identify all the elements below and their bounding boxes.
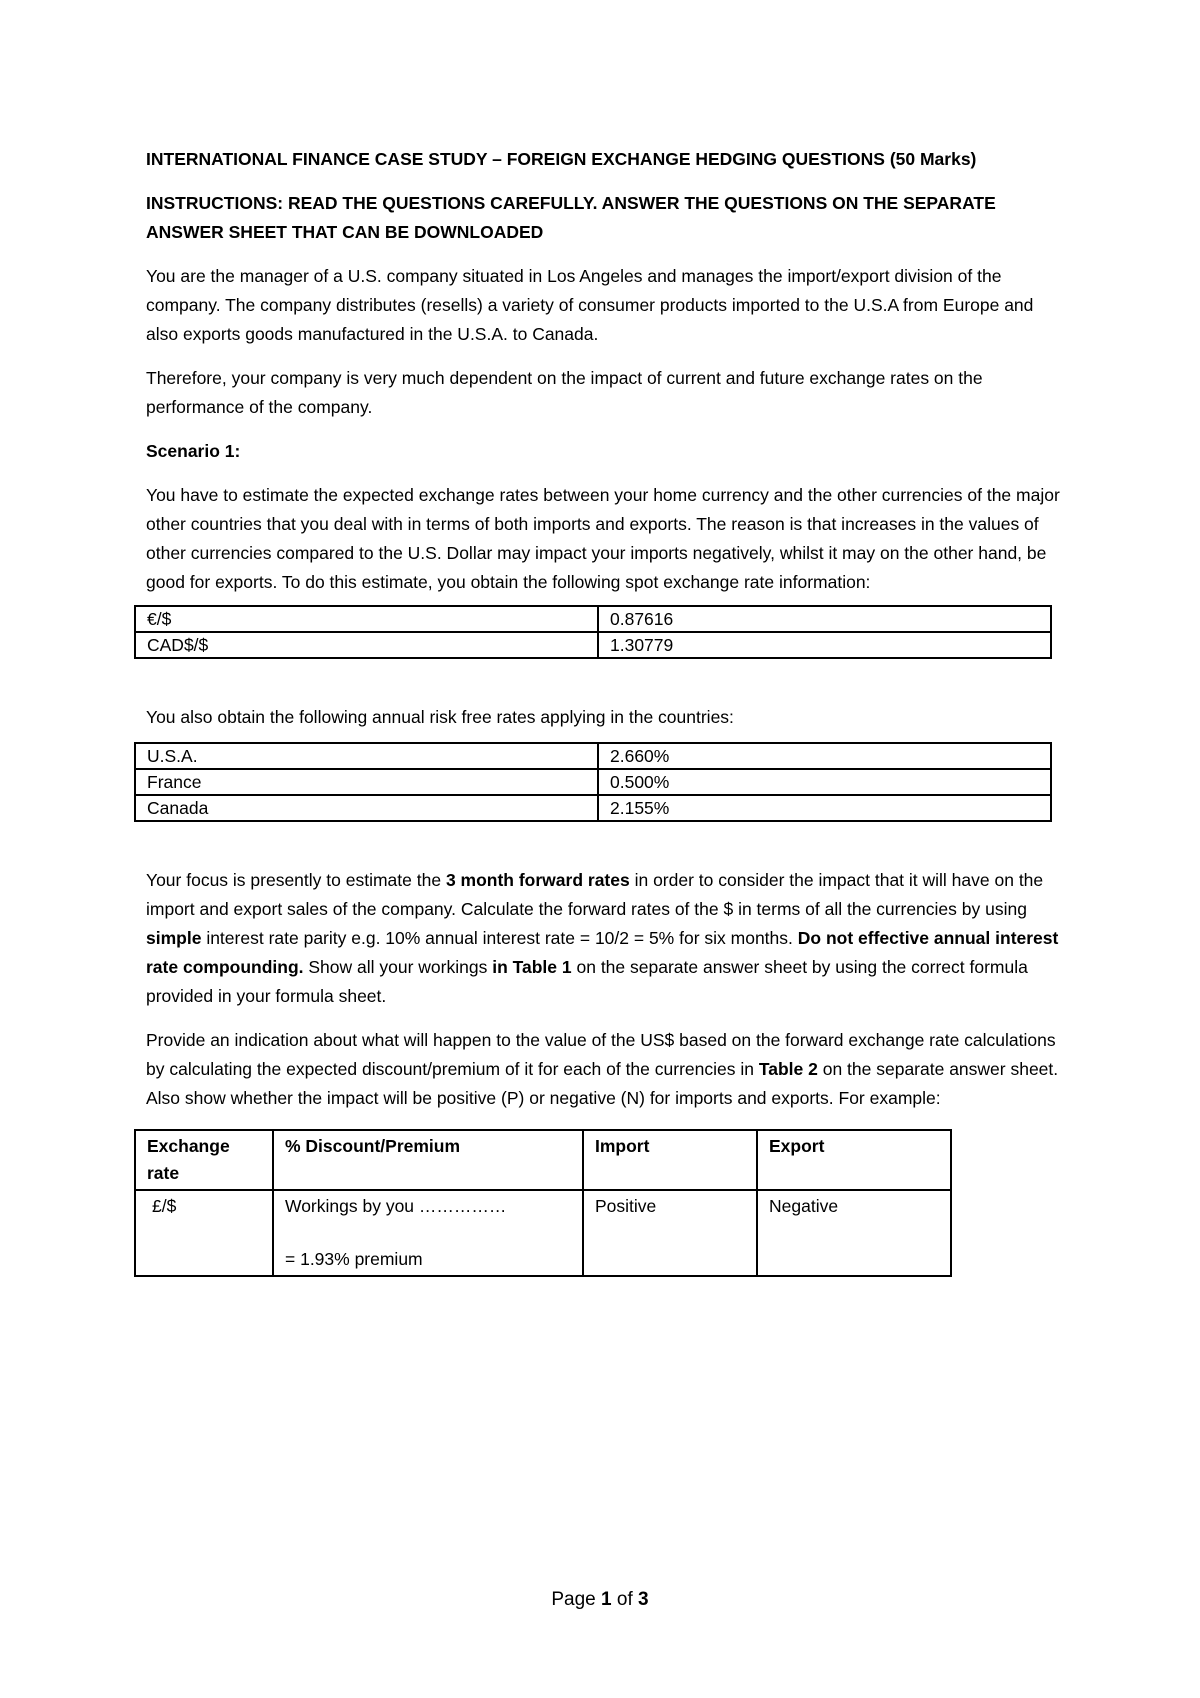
- provide-paragraph: [146, 1026, 1066, 1113]
- focus-text: interest rate parity e.g. 10% annual interest rate = 10/2 = 5% for six months.: [201, 928, 798, 948]
- workings-text: Workings by you ……………: [285, 1196, 507, 1216]
- page-total: 3: [638, 1589, 649, 1610]
- import-cell: Positive: [583, 1190, 757, 1276]
- focus-text: on the separate answer sheet by using the correct formula provided in your formula sheet.: [146, 957, 1028, 1006]
- spot-rate-table: [134, 605, 1052, 659]
- intro-paragraph: You are the manager of a U.S. company situated in Los Angeles and manages the import/export division of the company. The company distributes (resells) a variety of consumer products imported to the U.S.A from Europe and also exports goods manufactured in the U.S.A. to Canada.: [146, 266, 1034, 344]
- rate-value: 0.500%: [598, 769, 1051, 795]
- table-row: [135, 743, 1051, 769]
- provide-text: on the separate answer sheet. Also show whether the impact will be positive (P) or negative (N) for imports and exports. For example:: [146, 1059, 1059, 1108]
- focus-text: in order to consider the impact that it will have on the import and export sales of the company. Calculate the forward rates of the $ in terms of all the currencies by using: [146, 870, 1044, 919]
- spot-rate-label: €/$: [135, 606, 598, 632]
- rate-value: 2.155%: [598, 795, 1051, 821]
- focus-bold: in Table 1: [492, 957, 572, 977]
- spot-rate-value: 1.30779: [598, 632, 1051, 658]
- table-row: [135, 606, 1051, 632]
- exchange-rate-cell: £/$: [135, 1190, 273, 1276]
- provide-bold: Table 2: [758, 1059, 818, 1079]
- column-header: Exchange rate: [135, 1130, 273, 1190]
- table-row: [135, 795, 1051, 821]
- focus-paragraph: [146, 866, 1066, 1011]
- workings-cell: [273, 1190, 583, 1276]
- risk-free-intro: You also obtain the following annual risk free rates applying in the countries:: [146, 707, 734, 727]
- premium-result: = 1.93% premium: [285, 1249, 423, 1269]
- example-table: [134, 1129, 952, 1277]
- page-number: 1: [601, 1589, 612, 1610]
- scenario-paragraph: You have to estimate the expected exchange rates between your home currency and the other currencies of the major other countries that you deal with in terms of both imports and exports. The reason is that increases in the values of other currencies compared to the U.S. Dollar may impact your imports negatively, whilst it may on the other hand, be good for exports. To do this estimate, you obtain the following spot exchange rate information:: [146, 485, 1060, 592]
- column-header: % Discount/Premium: [273, 1130, 583, 1190]
- export-cell: Negative: [757, 1190, 951, 1276]
- column-header: Export: [757, 1130, 951, 1190]
- table-row: [135, 632, 1051, 658]
- column-header: Import: [583, 1130, 757, 1190]
- country-label: U.S.A.: [135, 743, 598, 769]
- table-row: [135, 1190, 951, 1276]
- page-footer: [0, 1585, 1200, 1614]
- country-label: Canada: [135, 795, 598, 821]
- spot-rate-label: CAD$/$: [135, 632, 598, 658]
- provide-text: Provide an indication about what will happen to the value of the US$ based on the forward exchange rate calculations by calculating the expected discount/premium of it for each of the currencies in: [146, 1030, 1056, 1079]
- spot-rate-value: 0.87616: [598, 606, 1051, 632]
- focus-bold: 3 month forward rates: [445, 870, 630, 890]
- page-word: Page: [551, 1589, 596, 1610]
- table-header-row: [135, 1130, 951, 1190]
- risk-free-rate-table: [134, 742, 1052, 822]
- rate-value: 2.660%: [598, 743, 1051, 769]
- focus-bold: Do not effective annual interest rate compounding.: [146, 928, 1059, 977]
- focus-text: Show all your workings: [303, 957, 493, 977]
- focus-bold: simple: [146, 928, 202, 948]
- therefore-paragraph: Therefore, your company is very much dependent on the impact of current and future exchange rates on the performance of the company.: [146, 368, 983, 417]
- country-label: France: [135, 769, 598, 795]
- table-row: [135, 769, 1051, 795]
- document-body: [146, 145, 1066, 1277]
- instructions: INSTRUCTIONS: READ THE QUESTIONS CAREFULLY. ANSWER THE QUESTIONS ON THE SEPARATE ANSWER SHEET THAT CAN BE DOWNLOADED: [146, 193, 996, 242]
- of-word: of: [616, 1589, 633, 1610]
- scenario-heading: Scenario 1:: [146, 441, 241, 461]
- focus-text: Your focus is presently to estimate the: [146, 870, 446, 890]
- document-title: INTERNATIONAL FINANCE CASE STUDY – FOREIGN EXCHANGE HEDGING QUESTIONS (50 Marks): [146, 149, 977, 169]
